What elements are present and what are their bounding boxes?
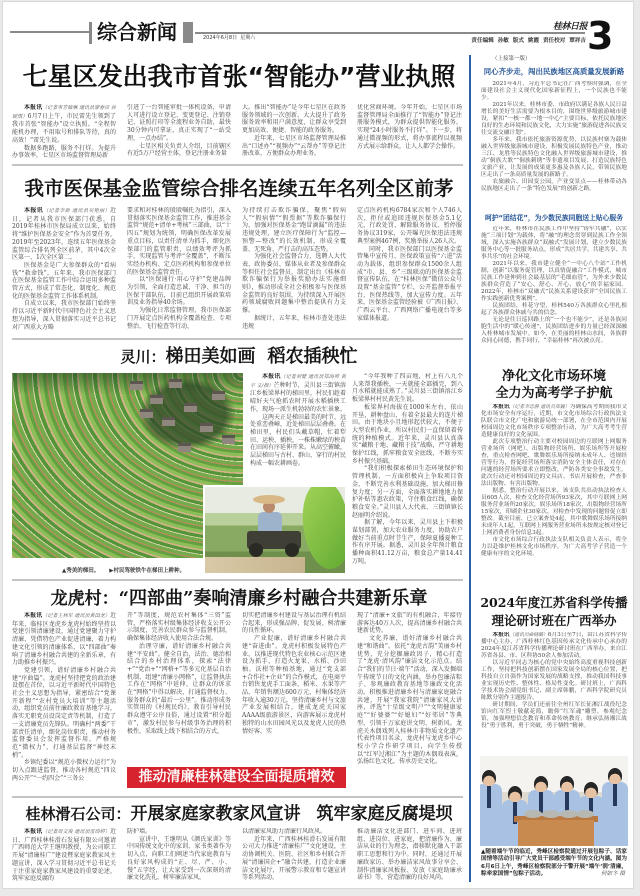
person-head-shape bbox=[534, 776, 548, 792]
house-shape bbox=[162, 417, 175, 426]
headline-title: 开展家庭家教家风宣讲 bbox=[130, 804, 301, 824]
photo-caption-zongzi bbox=[481, 849, 627, 881]
paragraph: 农旅融合、田园变公园，产业变景点——桂林带动各民族地区走出了一条“特色发展”的创新之路。 bbox=[481, 179, 627, 192]
paragraph-text: 6月3日至7日，由江苏省科学传播中心主办，广西桂林红色基因传承文化传承中心承办的2024年度江苏省科学传播理论研讨班在广西举办，来自江苏省各县、市、区科协50余人参加活动。 bbox=[481, 632, 627, 659]
article-column bbox=[12, 207, 116, 331]
bowl-shape bbox=[576, 810, 594, 818]
tractor-wheel-shape bbox=[285, 543, 299, 557]
person-tie-shape bbox=[613, 784, 617, 806]
person-head-shape bbox=[482, 770, 496, 786]
page-number: 3 bbox=[587, 14, 614, 58]
article-column bbox=[127, 828, 231, 882]
photo-credit: 何如冬 摄 bbox=[600, 871, 625, 878]
paragraph: 七星区相关负责人介绍，目前辖区有近5万户经营主体，登记注册业务量 bbox=[127, 142, 231, 158]
article-column bbox=[12, 104, 116, 162]
section-divider bbox=[12, 579, 463, 581]
paragraph: 为持续打击欺诈骗保，聚焦“假病人”“假病情”“假票据”等欺诈骗保行为，加强对医保基金“跑冒滴漏”的违法违规处理，建立医疗保障行为“监控—预警—整改”的长效机制，形成全覆盖、无死角、严打击的高压态势。 bbox=[242, 207, 346, 253]
section-divider bbox=[12, 164, 463, 166]
headline-huashi bbox=[12, 802, 466, 825]
paragraph: 据悉，整治行动开展以来，该支队共出动执法检查人员605人次，检查文化经营场所93家次，其中互联网上网服务营业场所20家次，娱乐场所18家次，出版物经营场所15家次，印刷企业30家次，对检查中发现的问题督促立即整改。截至目前，已立案查处4起，其中歌舞娱乐场所接纳未成年人1起，互联网上网服务营业场所未按规定核对登记上网消费者身份信息3起。 bbox=[481, 488, 627, 536]
newspaper-logo: 桂林日报 bbox=[553, 22, 588, 32]
house-shape bbox=[200, 423, 213, 432]
house-shape bbox=[130, 381, 143, 390]
header-divider-bar bbox=[89, 22, 92, 44]
byline: （记者李新 通讯员吴艳丽） bbox=[43, 208, 110, 214]
paragraph: 党建引领，谱好清廉乡村融合共建“序曲篇”。龙虎村坚持把党的政治建设摆在首位，以习近平新时代中国特色社会主义思想为指导，紧密结合“党课开新程”“农村党员大培训”等主题活动，组织党员前往廉政教育基地学习，落实无职党员设岗定责等机制，打造了一支清廉党员先锋队。明确村“两委”干部责任清单，细化岗位职责，推动村务监督委员会发挥监督作用，严格规范“微权力”，打通基层监督“神经末梢”。 bbox=[12, 666, 116, 759]
lead-paragraph bbox=[12, 104, 116, 145]
paragraph: 2021年以来，桂林市委、市政府以满足各族人民日益增长的美好生活需要为根本目的，围绕世界级旅游城市建设，紧扣“一核一都一地一中心”主要目标，依托民族地区良好的生态环境和民族文化，大力实施“旅游促进各民族交往交流交融计划”。 bbox=[481, 102, 627, 136]
article-column bbox=[242, 828, 346, 882]
paragraph: 为强化社会监督合力，选聘人大代表、政协委员、媒体从业者及参保群众等担任社会监督员，制定出台《桂林市欺诈骗保行为举报奖励办法实施细则》，推动形成全社会积极参与医保基金监管的良好氛围，为持续深入开展医药领域腐败问题集中整治提供有力支撑。 bbox=[242, 253, 346, 315]
paragraph-text: 为确保高考期间我市文化市场安全有序运行，近期，市文化市场综合行政执法支队联合市文化广电和旅游局统一部署，在全市范围内开展校园周边文化市场秩序专项整治行动，为广大高考考生营造健康良好的文化氛围。 bbox=[481, 404, 627, 438]
paragraph: 市文化市场综合行政执法支队相关负责人表示，将全力以赴维护桂林文化市场秩序，为广大高考学子营造一个健康有序的文化环境。 bbox=[481, 537, 627, 557]
header-rule-right bbox=[195, 32, 585, 34]
paragraph: 据统计，五年来，桂林市查处违法违规 bbox=[242, 314, 346, 330]
lead-paragraph bbox=[12, 612, 116, 667]
header-rule-left bbox=[10, 31, 89, 33]
paragraph: 乡镇纪委以“规范小微权力运行”为切入点跟进监督，推动各村规范“四议两公开”“一约四会”“三务公 bbox=[12, 759, 116, 782]
headline-culture-market-line2: 全力为高考学子护航 bbox=[495, 386, 613, 401]
paragraph: 此次专项整治行动主要对校园周边的互联网上网服务营业场所（网吧）、出版物经营场所、娱乐场所等开展检查，重点检查网吧、歌舞娱乐场所接纳未成年人、违规经营等行为，督促经营场所落实消防安全主体责任，对存在问题的经营场所要求立即整改，严防各类安全事故发生。此次行动还对校园周边的文具店、书店开展检查，严查非法出版物、有害出版物。 bbox=[481, 439, 627, 487]
house-shape bbox=[222, 435, 235, 444]
paragraph: 2021年以来，我市建立健全“一中心八个站”工作机制，创新“以服务促管理，以真情促融合”工作模式，城市民族工作延伸到社会最基层的“毛细血管”，为外来少数民族群众营造了“安心、舒心、开心、放心”的幸福家园。2022年，桂林市“双融式”民族关系建设获评“全国民族工作实践创新优秀案例”。 bbox=[481, 261, 627, 302]
column-divider-blue bbox=[469, 55, 471, 882]
bowl-shape bbox=[524, 810, 542, 818]
headline-longhu bbox=[12, 587, 466, 610]
paragraph: 以“医保通行·用心守护”党建品牌为引领，全面打造忠诚、干净、担当的医保干部队伍，目前已组织开展政策培训及业务指导40余场。 bbox=[127, 276, 231, 307]
paragraph: 防护墙。 bbox=[127, 828, 152, 835]
paragraph: 切实把清廉乡村建设与基层治理有机结合起来，形成强品牌、促发展、树清廉的良性循环。 bbox=[242, 612, 346, 635]
person-body-shape bbox=[480, 784, 502, 846]
paragraph: 文化养廉，谱好清廉乡村融合共建“和谐曲”。依托“龙虎古韵”美丽乡村优势，充分挖掘廉政因子，精心打造了“龙虎·清风韵”廉洁文化示范点。结合“我们的节日·端午”活动，深入发掘端午传统节日的文化内涵，举办包廉洁粽子、参观廉政教育基地等廉政文化活动。积极推进清廉乡村与清廉家庭融合共建，开展“我家我院”清廉家风大讲座，评选“十星级文明户”“文明健康家庭”“好婆婆”“好媳妇”“好邻居”等典型，引领千万家庭讲文明、树新风。龙虎关木偶戏列入桂林市非物质文化遗产代表性项目名录，龙虎村与龙虎乡中心校小学合作研学项目，向学生传授以“红军过湘江”为主题的木偶戏表演，弘扬红色文化，传承历史文化。 bbox=[357, 635, 462, 766]
person-head-shape bbox=[560, 776, 574, 792]
photo-farmer-tractor bbox=[203, 485, 347, 575]
dateline: 本报讯 bbox=[262, 373, 281, 380]
article-column bbox=[12, 828, 116, 882]
photo-caption-main: ▲秀美的梯田。 bbox=[62, 568, 100, 574]
paragraph: 2021年4月，习近平总书记在广西考察时强调，在全面建设社会主义现代化国家新征程上，一个民族也不能少。 bbox=[481, 81, 627, 101]
paragraph: 数据多跑路，服务不打烊。为提升办事效率，七星区市场监督管理局新 bbox=[12, 144, 116, 160]
headline-subtitle: 筑牢家庭反腐堤坝 bbox=[316, 804, 453, 824]
headline-tuanjie: 呵护“团结花”，为少数民族同胞送上贴心服务 bbox=[484, 214, 624, 222]
photo-captions bbox=[62, 567, 185, 575]
photo-caption-text: ▲随着端午节的临近，秀峰区检察院通过开展包粽子、话家国情等活动引导广大党员干部感受端午节的文化内涵。图为6月6日上午，秀峰区检察院部分干警开展“端午‘润’清廉，粽牵家国情”包粽子活动。 bbox=[481, 849, 627, 878]
house-shape bbox=[184, 403, 197, 412]
paragraph: 近年来，广西桂林桂滑石发展有限公司大力推进“清廉桂广”文化建设，主动协调机关、医院、社区和乡村联合开展“清廉国企+”融合共建，打造企业廉洁文化展厅，开展警示教育和专题宣讲等系列活动， bbox=[242, 835, 346, 882]
paragraph: 现了“清廉+文旅”的有机融合，年接待游客达40万人次，提高清廉乡村融合共建新优势。 bbox=[357, 612, 462, 635]
article-column bbox=[250, 373, 346, 481]
headline-qixing: 七星区发出我市首张“智能办”营业执照 bbox=[22, 62, 456, 91]
article-column bbox=[481, 404, 627, 588]
paragraph-text: 近年来，临桂区龙虎乡龙虎村始终坚持以党建引领清廉建设，通过党建聚力守护清廉，凭借特色产业促进清廉，着力构建文化引领的清廉体系，以“四部曲”奏响了清廉乡村融合共建的全新乐章，有力助推乡村振兴。 bbox=[12, 612, 116, 667]
table-shape bbox=[518, 820, 594, 846]
dateline: 本报讯 bbox=[24, 828, 43, 835]
lead-paragraph bbox=[12, 207, 116, 262]
headline-title: “四部曲”奏响清廉乡村融合共建新乐章 bbox=[118, 588, 428, 609]
paragraph: 研讨期间，学员们还前往全州红军长征湘江战役纪念馆向红军烈士敬献花篮，瞻仰“红军魂”雕塑，参观纪念馆，加强理想信念教育和革命传统教育，继承弘扬湘江战役“勇于胜利，勇于突破，勇于牺牲”精神。 bbox=[481, 702, 627, 729]
byline: （通讯员曲晓璐） bbox=[509, 633, 548, 638]
person-figure bbox=[602, 768, 628, 846]
field-path-shape bbox=[205, 557, 305, 575]
article-column bbox=[127, 612, 231, 763]
lead-paragraph bbox=[12, 828, 116, 882]
bowl-shape bbox=[542, 810, 560, 818]
article-column bbox=[357, 207, 462, 331]
article-column bbox=[357, 828, 462, 882]
paragraph: 板梁界村海拔在1000米左右，依山开垦，耕种盘山，有着全县最大的连片梯田。由于地块小且地形起伏较大，不便于大型农机作业，所以村民们一直保留着传统的种植模式。近年来，灵川县认真落实“藏粮于地、藏粮于技”战略，严守耕地保护红线，抓牢粮食安全底线，不断夯实乡村振兴基础。 bbox=[352, 403, 463, 465]
house-shape bbox=[140, 409, 153, 418]
paragraph: 定点医药机构6784家次和个人746人次，拒付或追回违规医保基金5.1亿元，行政处罚、解除服务协议、暂停服务协议319家，公开曝光医保违法违规典型案例467例，奖励举报人26人次。 bbox=[357, 207, 462, 245]
headline-label: 灵川： bbox=[120, 348, 166, 366]
paragraph: “今年我种了四亩地，村上有八九个人来帮我插秧，一天就能全部插完，到八月水稻就能成熟了。”灵川县三街镇溶江乡板梁界村村民黄先生说。 bbox=[352, 373, 463, 404]
paragraph-text: 近日，广西桂林桂滑石发展有限公司邀请广西师范大学王继明教授，为公司职工开展“清廉桂广”建设暨家庭家教家风主题宣讲，深入学习贯彻习近平总书记关于注重家庭家教家风建设的重要论述，筑牢家庭反腐的 bbox=[12, 828, 116, 882]
lead-paragraph bbox=[481, 632, 627, 660]
issue-date: 2024年6月8日 星期六 bbox=[203, 35, 256, 41]
byline: （记者韦芳敏琳 通讯员廖春彦 孙琥琪） bbox=[12, 105, 116, 120]
paragraph: 大。推出“智能办”是今年七星区在政务服务领域的一次创新，大大提升了政务服务效率和用户满意度，让群众享受到更加高效、便捷、智能的政务服务。 bbox=[242, 104, 346, 135]
paragraph-text: 芒种时节，灵川县三街镇溶江乡板梁界村的梯田里，村民们趁着晴好天气抢抓农时开展水稻插秧工作，现场一派生机勃勃的农忙景象。 bbox=[250, 381, 346, 413]
article-column bbox=[352, 373, 463, 576]
paragraph: 这两天正是梯田最美的时节，远处重峦叠嶂，近处梯田层层叠叠。在梯田里，村民们头戴草帽，忙着犁田、运秧、插秧，一株株嫩绿的秧苗在田间有序延伸开来。从高空俯瞰，层层梯田与古村、群山、穿行的村民构成一幅农耕画卷。 bbox=[250, 413, 346, 467]
paragraph: 以习近平同志为核心的党中央始终高度重视科技创新工作，坚持把科技创新摆在国家发展全局的核心位置，把科技自立自强作为国家发展的战略支撑，推动我国科技事业实现历史性、整体性、格局性变化。研讨班上，广西科学技术协会副党组书记、副主席韩鹏，广西科学院研究员陈默分别作主题报告。 bbox=[481, 660, 627, 701]
house-shape bbox=[212, 391, 225, 400]
article-column bbox=[127, 104, 231, 162]
byline: （记者周文俊 通讯员雷绮婷） bbox=[42, 829, 110, 835]
paragraph: 自成立以来，我市医保部门始终坚持以习近平新时代中国特色社会主义思想为指导，深入贯彻落实习近平总书记对广西重大方略 bbox=[12, 300, 116, 331]
paragraph-text: 近日，记者从我市医保部门获悉，自2019年桂林市医保局成立以来，始终将“维护医保基金安全”作为首要任务，2019年至2023年，连续五年医保基金监管综合排名列全区前茅，其中4次全区第一、1次全区第二。 bbox=[12, 207, 116, 262]
headline-label: 桂林滑石公司： bbox=[25, 805, 131, 823]
paragraph: 推动廉洁文化进部门、进车间、进班组、进岗位、进家庭，把清廉作为、廉洁从业的行为理念，潜移默化融入干部职工思想和行为中。同时，还通过开展廉政家访、举办廉洁家风故事分享会、制作清廉家风板报、发放《家庭助廉承诺书》等，营造清廉的良好风尚。 bbox=[357, 828, 462, 882]
house-shape bbox=[169, 379, 182, 388]
article-column bbox=[127, 207, 231, 331]
paragraph: 医保基金是广大参保群众的“看病钱”“救命钱”。五年来，我市医保部门在医保基金监管工作中综合运用多种监管方式，形成了常态化、制度化、规范化的医保基金监管工作体系机制。 bbox=[12, 261, 116, 300]
person-head-shape bbox=[608, 768, 622, 784]
continued-from-note: （上接第一版） bbox=[492, 56, 531, 62]
headline-subtitle: 稻农插秧忙 bbox=[267, 346, 358, 367]
dateline: 本报讯 bbox=[492, 632, 510, 638]
article-column bbox=[481, 81, 627, 206]
article-column bbox=[242, 104, 346, 162]
article-column bbox=[357, 104, 462, 162]
dateline: 本报讯 bbox=[24, 104, 43, 111]
paragraph: 据了解，今年以来，灵川县上下积极谋划部署，加大农业服务力度，协助农户做好当前重点时节生产，保障夏播夏种工作有序开展。据悉，灵川县全年预计粮食播种面积41.12万亩，粮食总产量14.41万吨。 bbox=[352, 519, 463, 565]
headline-title: 梯田美如画 bbox=[165, 346, 256, 367]
dateline: 本报讯 bbox=[24, 612, 43, 619]
person-tie-shape bbox=[487, 786, 491, 808]
person-head-shape bbox=[584, 782, 598, 798]
paragraph: 优化营商环境。今年开始，七星区市场监督管理局全面推行了“智能办”登记注册服务模式，为群众提供智能化服务，实现“24小时服务不打烊”。下一步，将通过微视频的形式，将办事流程以视频方式展示给群众，让人人都学会操作。 bbox=[357, 104, 462, 150]
house-shape bbox=[178, 443, 191, 452]
tractor-wheel-shape bbox=[249, 543, 263, 557]
byline: （记者刘健 通讯员郑海帅 黄宇 文/摄） bbox=[250, 374, 346, 389]
headline-lingchuan bbox=[12, 344, 466, 369]
paragraph: 引进了一台智能审批一体机设备，申请人可进行设立登记、变更登记、注销登记、证照打印等全流程业务自助，最快30分钟内可拿证，真正实现了“一站受理，一点办结”。 bbox=[127, 104, 231, 142]
campaign-banner: 推动清廉桂林建设全面提质增效 bbox=[127, 767, 346, 788]
paragraph: 宣讲中，王继明从《颜氏家训》等中国传统文化中的家训、家书类著作为切入点，向职工们阐述当代家庭教育与良好家风构成的“正、尽、严、小、慢”五字经，让大家受到一次深刻的清廉文化洗礼，树牢廉洁家风， bbox=[127, 835, 231, 882]
person-head-shape bbox=[508, 786, 522, 802]
photo-caption-inset: ▶村民驾驶铁牛在梯田上耕种。 bbox=[109, 568, 185, 574]
article-column bbox=[357, 612, 462, 791]
editor-credits: 责任编辑 孙敏 版式 姚霞 责任校对 覃祥吉 bbox=[471, 38, 586, 44]
paragraph: 近年来，桂林市在民族工作中坚持“铸牢共融”，以实施“三项计划”为载体，将“融”的理念贯穿到民族工作全领域，深入实施各族群众“双融式”发展计划，建立少数民族服务中心等一批服务站点，形成“共居共学、共建共享、共事共乐”的社会环境。 bbox=[481, 226, 627, 260]
paragraph: 多年来，我市依托旅游资源优势，以民族村寨为载体融入世界级旅游城市建设，积极发展民族特色产业，推动三江、龙胜等民族特色文化融入世界级旅游城市建设，推动“侗族大歌”“侗族刺绣”等非遗项目发展，打造民族特色文旅产业，让发展的成果更多惠及各族人民，带领民族地区走出了一条高质量发展的新路子。 bbox=[481, 137, 627, 178]
article-column bbox=[242, 207, 346, 331]
paragraph: 以清廉家风助力清廉行风政风。 bbox=[242, 828, 327, 835]
dateline: 本报讯 bbox=[24, 207, 44, 214]
article-column bbox=[12, 612, 116, 791]
headline-culture-market-line1: 净化文化市场环境 bbox=[501, 369, 606, 384]
byline: （记者李忠静 通讯员郑巍） bbox=[509, 405, 570, 410]
paragraph-text: 6月7日上午，市民雷先生领到了我市首张“智能办”设立执照。“全程智能机办理，不用取号和排队等待，真的高效！”雷先生说。 bbox=[12, 112, 116, 144]
paragraph: 治理守廉，谱好清廉乡村融合共建“平安曲”。健全自治、法治、德治相结合的乡村治理体系，探索“法律+”“党治+”“网格+”等多元化基层自治机制，组建“清廉小网格”，让监督执法工作在“网格”中延伸，让群众的诉求在“网格”中得以解决，打通监督权力、服务群众的“最后一公里”。推动形成务实管用的《村规民约》，教育引导村民群众遵守公序良俗，通过设置“积分超市”，激发村民参与村级事务治理的积极性，采取线上线下相结合的方式， bbox=[127, 642, 231, 735]
lead-paragraph bbox=[481, 404, 627, 439]
photo-zongzi-activity bbox=[480, 756, 628, 846]
person-figure bbox=[480, 770, 502, 846]
lead-paragraph bbox=[250, 373, 346, 414]
headline-tongxin: 同心齐步走，闯出民族地区高质量发展新路 bbox=[483, 67, 625, 76]
paragraph: 民族团结，桂花守望，桂林540万各族群众心里扎根起了各族群众休戚与共的信念。 bbox=[481, 303, 627, 316]
byline: （记者王林军 通讯员黄国龙） bbox=[42, 613, 110, 619]
headline-label: 龙虎村： bbox=[50, 589, 119, 609]
headline-jiangsu-line1: 2024年度江苏省科学传播 bbox=[480, 595, 628, 610]
dateline: 本报讯 bbox=[492, 404, 510, 410]
farmer-hat-shape bbox=[253, 495, 285, 504]
article-column bbox=[242, 612, 346, 763]
header-gray-block bbox=[183, 22, 193, 43]
paragraph: 开”等制度，规范农村集体“三资”监管，严格落实村级集体经济收支公开公示制度，完善农民群众参与监督机制，确保集体经济收入使用合法合规。 bbox=[127, 612, 231, 643]
paragraph: “我们积极探索梯田生态环境保护和管理机制，一方面积极向上争取项目资金，不断完善水利基础设施，加大梯田修复力度；另一方面，全面落实耕地地力保护补贴等惠农政策，守住粮食红线，确保粮食安全。”灵川县人大代表、三街镇镇长赵丽明介绍说。 bbox=[352, 465, 463, 519]
article-column bbox=[481, 226, 627, 357]
paragraph: 近年来，七星区市场监督管理局推出“口述办”“视频办”“云帮办”等登记注册改革，方便群众办理业务， bbox=[242, 134, 346, 158]
section-divider bbox=[12, 796, 463, 798]
headline-jiangsu-line2: 理论研讨班在广西举办 bbox=[491, 613, 617, 628]
paragraph: 要求和对桂林的殷殷嘱托为指引，深入贯彻落实医保基金监管工作，推进基金监管“规范+清单+考核”三部曲，以“十四五”规划为统领，明确医保改革发展重点目标，以责任清单为抓手，细化医保部门的监管职责，以绩效考评为抓手，实现监管与考评“全覆盖”，不断压实经办机构、定点医药机构和参保单位的医保基金监管责任。 bbox=[127, 207, 231, 276]
house-shape bbox=[150, 395, 163, 404]
paragraph: 无论是往日巡回路上的“一个也不能少”，还是各族同胞生活中的“暖心传递”，民族团结进步的力量已经深深融入桂林城市发展中。如今，在美丽的桂林山水间，各族群众同心同德，携手同行，“幸福桂林”再次被点亮。 bbox=[481, 317, 627, 344]
article-column bbox=[481, 632, 627, 748]
section-title: 综合新闻 bbox=[97, 20, 177, 44]
paragraph: 产业促廉，谱好清廉乡村融合共建“奋进曲”。龙虎村积极发展特色产业，以推进现代特色农业核心示范区建设为抓手，打造火龙果、水稻、沙田柚、沃柑等种植基地，通过“党支部+合作社+企业”的合作模式，在电商平台销售龙虎手工面条、稻米、水果等产品，年销售额达600万元，村集体经济年收入逾30万元。坚持清廉乡村与文旅产业发展相结合，建成龙虎关国家AAAA级旅游景区，向游客展示龙虎村独特的山水田园风光以及龙虎人民的热情好客，实 bbox=[242, 635, 346, 735]
headline-medical-insurance: 我市医保基金监管综合排名连续五年名列全区前茅 bbox=[24, 177, 454, 200]
paragraph: 为强化日常监督管理，我市医保部门开展定点医药机构全覆盖检查、专项整治、飞行检查等行动， bbox=[127, 307, 231, 330]
section-divider bbox=[12, 338, 463, 340]
paragraph: 同时，我市医保部门以医保基金监管集中宣传月、医保政策宣传“六进”活动为载体，组织参保群众1500余人组成“市、县、乡”三级联动的医保基金监督宣传队伍，在“桂林医保”微信公众号设置“基金监管”专栏，公开监督举报平台、医保热线等，加大宣传力度。五年来，医保基金监管经验被《广西日报》、广西云平台、广西网络广播电视台等多家媒体报道。 bbox=[357, 245, 462, 322]
